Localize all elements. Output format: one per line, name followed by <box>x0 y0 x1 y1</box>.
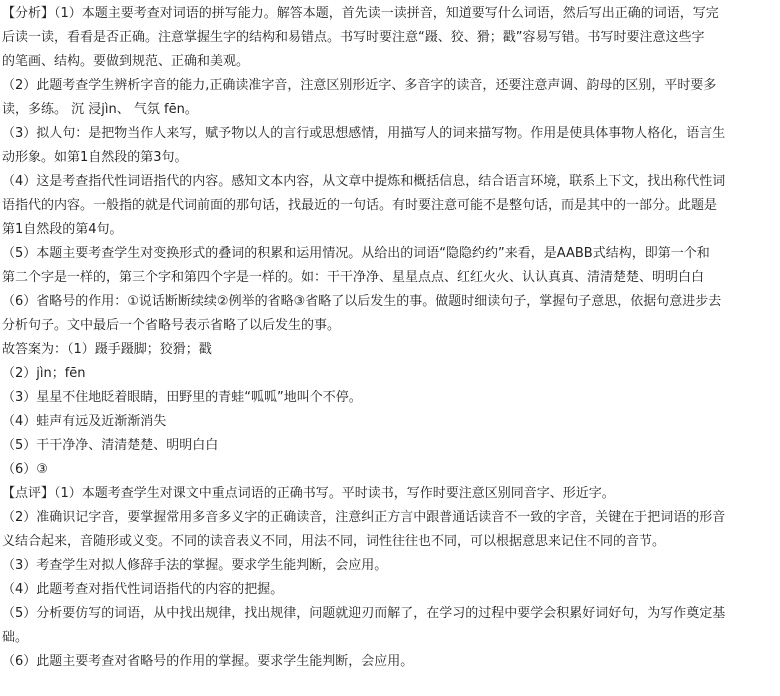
text-line: （2）准确识记字音，要掌握常用多音多义字的正确读音，注意纠正方言中跟普通话读音不一致的字音，关键在于把词语的形音 <box>2 510 726 525</box>
text-line: （3）考查学生对拟人修辞手法的掌握。要求学生能判断，会应用。 <box>2 558 388 573</box>
text-line: （2）jìn；fēn <box>2 366 86 381</box>
text-line: 【点评】（1）本题考查学生对课文中重点词语的正确书写。平时读书，写作时要注意区别同音字、形近字。 <box>2 486 615 501</box>
text-line: （3）拟人句：是把物当作人来写，赋予物以人的言行或思想感情，用描写人的词来描写物。作用是使具体事物人格化，语言生 <box>2 126 726 141</box>
text-line: （4）蛙声有远及近渐渐消失 <box>2 414 167 429</box>
text-line: （5）分析要仿写的词语，从中找出规律，找出规律，问题就迎刃而解了，在学习的过程中要学会积累好词好句，为写作奠定基 <box>2 606 726 621</box>
text-line: 第二个字是一样的，第三个字和第四个字是一样的。如：干干净净、星星点点、红红火火、认认真真、清清楚楚、明明白白 <box>2 270 705 285</box>
text-line: （2）此题考查学生辨析字音的能力,正确读准字音，注意区别形近字、多音字的读音，还要注意声调、韵母的区别，平时要多 <box>2 78 717 93</box>
text-line: （4）此题考查对指代性词语指代的内容的把握。 <box>2 582 284 597</box>
text-line: 础。 <box>2 630 29 645</box>
text-line: （6）省略号的作用：①说话断断续续②例举的省略③省略了以后发生的事。做题时细读句子，掌握句子意思，依据句意进步去 <box>2 294 722 309</box>
text-line: 语指代的内容。一般指的就是代词前面的那句话，找最近的一句话。有时要注意可能不是整句话，而是其中的一部分。此题是 <box>2 198 718 213</box>
text-line: 动形象。如第1自然段的第3句。 <box>2 150 188 165</box>
text-line: （3）星星不住地眨着眼睛，田野里的青蛙“呱呱”地叫个不停。 <box>2 390 362 405</box>
text-line: （6）此题主要考查对省略号的作用的掌握。要求学生能判断，会应用。 <box>2 654 414 669</box>
text-line: 义结合起来，音随形或义变。不同的读音表义不同，用法不同，词性往往也不同，可以根据意思来记住不同的音节。 <box>2 534 666 549</box>
text-line: （5）干干净净、清清楚楚、明明白白 <box>2 438 219 453</box>
text-line: 的笔画、结构。要做到规范、正确和美观。 <box>2 54 250 69</box>
text-line: 故答案为：（1）蹑手蹑脚；狡猾；戳 <box>2 342 212 357</box>
text-line: 后读一读，看看是否正确。注意掌握生字的结构和易错点。书写时要注意“蹑、狡、猾；戳”容易写错。书写时要注意这些字 <box>2 30 705 45</box>
text-line: 读，多练。 沉 浸jìn、 气氛 fēn。 <box>2 102 198 117</box>
text-line: （6）③ <box>2 462 48 477</box>
text-line: 【分析】（1）本题主要考查对词语的拼写能力。解答本题，首先读一读拼音，知道要写什么词语，然后写出正确的词语，写完 <box>2 6 719 21</box>
text-line: 第1自然段的第4句。 <box>2 222 123 237</box>
text-line: （5）本题主要考查学生对变换形式的叠词的积累和运用情况。从给出的词语“隐隐约约”来看，是AABB式结构，即第一个和 <box>2 246 710 261</box>
text-line: （4）这是考查指代性词语指代的内容。感知文本内容，从文章中提炼和概括信息，结合语言环境，联系上下文，找出称代性词 <box>2 174 726 189</box>
text-line: 分析句子。文中最后一个省略号表示省略了以后发生的事。 <box>2 318 341 333</box>
